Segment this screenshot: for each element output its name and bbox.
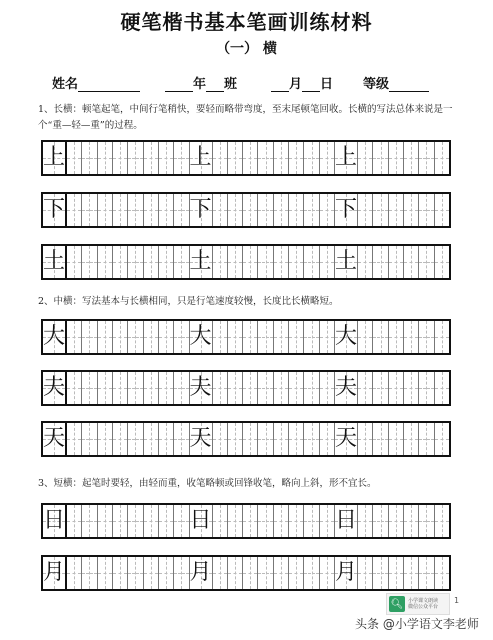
practice-cell[interactable] [243,321,258,353]
practice-cell[interactable] [304,372,319,404]
practice-cell[interactable] [174,321,189,353]
model-character: 下 [335,197,358,222]
practice-cell[interactable] [113,372,128,404]
practice-cell[interactable] [67,557,82,589]
model-character: 夫 [43,375,66,400]
practice-cell[interactable] [213,372,228,404]
practice-cell[interactable] [304,142,319,174]
practice-cell[interactable] [304,321,319,353]
practice-cell[interactable] [404,194,419,226]
practice-cell[interactable] [82,505,97,537]
section-description: 2、中横：写法基本与长横相同，只是行笔速度较慢，长度比长横略短。 [38,296,339,307]
practice-cell[interactable] [289,142,304,174]
practice-grid-row [41,319,451,355]
practice-cell[interactable] [190,423,213,455]
watermark: 头条 @小学语文李老师 [355,617,479,631]
practice-cell[interactable] [335,246,358,278]
practice-cell[interactable] [304,557,319,589]
practice-cell[interactable] [144,372,159,404]
practice-cell[interactable] [435,194,449,226]
practice-cell[interactable] [67,142,82,174]
model-character: 土 [189,249,212,274]
practice-cell[interactable] [435,321,449,353]
practice-grid-row [41,244,451,280]
practice-cell[interactable] [304,246,319,278]
practice-cell[interactable] [190,557,213,589]
practice-cell[interactable] [113,246,128,278]
model-character: 月 [189,560,212,585]
practice-cell[interactable] [213,142,228,174]
model-character: 土 [43,249,66,274]
practice-cell[interactable] [435,246,449,278]
practice-cell[interactable] [358,505,373,537]
practice-cell[interactable] [373,505,388,537]
practice-cell[interactable] [228,194,243,226]
practice-cell[interactable] [98,142,113,174]
practice-cell[interactable] [213,194,228,226]
practice-cell[interactable] [404,321,419,353]
practice-cell[interactable] [82,142,97,174]
day-label: 日 [320,77,334,92]
practice-cell[interactable] [174,194,189,226]
practice-cell[interactable] [159,194,174,226]
practice-cell[interactable] [43,505,67,537]
practice-cell[interactable] [373,321,388,353]
model-character: 夫 [189,375,212,400]
model-character: 下 [43,197,66,222]
practice-cell[interactable] [228,246,243,278]
practice-cell[interactable] [274,321,289,353]
practice-cell[interactable] [320,505,335,537]
practice-cell[interactable] [43,142,67,174]
practice-cell[interactable] [144,142,159,174]
practice-cell[interactable] [113,142,128,174]
practice-cell[interactable] [43,423,67,455]
grade-label: 等级 [363,77,390,92]
practice-cell[interactable] [335,194,358,226]
practice-cell[interactable] [373,557,388,589]
practice-cell[interactable] [389,142,404,174]
practice-cell[interactable] [358,321,373,353]
practice-cell[interactable] [228,321,243,353]
practice-cell[interactable] [128,246,143,278]
practice-cell[interactable] [243,372,258,404]
practice-grid-row [41,421,451,457]
practice-cell[interactable] [67,372,82,404]
practice-cell[interactable] [358,372,373,404]
model-character: 天 [43,426,66,451]
practice-cell[interactable] [289,194,304,226]
practice-cell[interactable] [174,423,189,455]
practice-cell[interactable] [190,372,213,404]
model-character: 夫 [335,375,358,400]
practice-cell[interactable] [419,505,434,537]
practice-cell[interactable] [358,557,373,589]
practice-cell[interactable] [304,505,319,537]
practice-cell[interactable] [289,557,304,589]
model-character: 大 [43,324,66,349]
practice-grid-row [41,370,451,406]
practice-cell[interactable] [389,423,404,455]
practice-cell[interactable] [373,372,388,404]
practice-cell[interactable] [289,372,304,404]
practice-cell[interactable] [190,505,213,537]
practice-cell[interactable] [144,194,159,226]
practice-cell[interactable] [174,505,189,537]
practice-cell[interactable] [335,423,358,455]
practice-cell[interactable] [190,246,213,278]
practice-cell[interactable] [320,372,335,404]
page-title: 硬笔楷书基本笔画训练材料 [120,10,373,34]
practice-cell[interactable] [144,423,159,455]
practice-cell[interactable] [98,505,113,537]
model-character: 日 [189,508,212,533]
practice-cell[interactable] [404,505,419,537]
practice-cell[interactable] [258,194,273,226]
practice-cell[interactable] [159,557,174,589]
practice-cell[interactable] [43,321,67,353]
student-info-row [38,73,468,93]
practice-cell[interactable] [128,557,143,589]
practice-cell[interactable] [258,142,273,174]
practice-cell[interactable] [174,246,189,278]
practice-cell[interactable] [113,505,128,537]
practice-cell[interactable] [358,194,373,226]
wechat-badge [386,593,450,615]
practice-cell[interactable] [213,505,228,537]
practice-cell[interactable] [389,194,404,226]
practice-grid-row [41,555,451,591]
practice-cell[interactable] [274,557,289,589]
practice-cell[interactable] [419,423,434,455]
model-character: 土 [335,249,358,274]
model-character: 大 [189,324,212,349]
practice-cell[interactable] [174,557,189,589]
practice-cell[interactable] [274,246,289,278]
practice-cell[interactable] [128,142,143,174]
practice-cell[interactable] [228,142,243,174]
practice-cell[interactable] [389,557,404,589]
practice-cell[interactable] [258,372,273,404]
practice-cell[interactable] [304,194,319,226]
practice-cell[interactable] [404,246,419,278]
practice-cell[interactable] [274,372,289,404]
practice-cell[interactable] [419,194,434,226]
year-field[interactable] [165,73,237,92]
practice-cell[interactable] [335,321,358,353]
practice-cell[interactable] [419,557,434,589]
practice-cell[interactable] [174,142,189,174]
practice-cell[interactable] [320,246,335,278]
practice-cell[interactable] [274,423,289,455]
model-character: 下 [189,197,212,222]
name-field[interactable] [52,73,140,92]
model-character: 月 [335,560,358,585]
practice-cell[interactable] [98,194,113,226]
practice-cell[interactable] [144,321,159,353]
practice-cell[interactable] [159,321,174,353]
year-label: 年 [193,77,207,92]
practice-cell[interactable] [243,246,258,278]
practice-cell[interactable] [82,194,97,226]
practice-cell[interactable] [82,246,97,278]
practice-cell[interactable] [258,423,273,455]
practice-cell[interactable] [228,557,243,589]
practice-cell[interactable] [128,505,143,537]
model-character: 上 [43,145,66,170]
practice-cell[interactable] [82,372,97,404]
practice-cell[interactable] [335,372,358,404]
practice-cell[interactable] [320,557,335,589]
date-field[interactable] [271,73,333,92]
practice-cell[interactable] [304,423,319,455]
practice-cell[interactable] [159,372,174,404]
practice-cell[interactable] [159,142,174,174]
practice-cell[interactable] [82,423,97,455]
practice-cell[interactable] [320,423,335,455]
practice-cell[interactable] [419,142,434,174]
practice-cell[interactable] [159,423,174,455]
practice-cell[interactable] [213,321,228,353]
practice-cell[interactable] [373,194,388,226]
practice-cell[interactable] [289,246,304,278]
practice-cell[interactable] [435,372,449,404]
practice-cell[interactable] [243,423,258,455]
practice-cell[interactable] [243,557,258,589]
practice-cell[interactable] [43,372,67,404]
model-character: 月 [43,560,66,585]
practice-cell[interactable] [174,372,189,404]
practice-cell[interactable] [289,423,304,455]
practice-cell[interactable] [358,423,373,455]
practice-cell[interactable] [144,557,159,589]
practice-cell[interactable] [190,321,213,353]
practice-cell[interactable] [258,505,273,537]
practice-cell[interactable] [289,505,304,537]
practice-cell[interactable] [274,142,289,174]
practice-cell[interactable] [213,423,228,455]
practice-cell[interactable] [67,194,82,226]
practice-cell[interactable] [190,142,213,174]
practice-cell[interactable] [320,194,335,226]
practice-cell[interactable] [82,321,97,353]
model-character: 上 [335,145,358,170]
practice-cell[interactable] [98,246,113,278]
practice-cell[interactable] [82,557,97,589]
page-subtitle: （一） 横 [216,41,277,57]
practice-cell[interactable] [98,372,113,404]
practice-cell[interactable] [274,194,289,226]
practice-cell[interactable] [258,557,273,589]
practice-cell[interactable] [190,194,213,226]
practice-grid-row [41,192,451,228]
model-character: 天 [189,426,212,451]
practice-cell[interactable] [67,505,82,537]
practice-cell[interactable] [67,321,82,353]
practice-cell[interactable] [404,372,419,404]
practice-cell[interactable] [404,142,419,174]
practice-cell[interactable] [258,321,273,353]
practice-cell[interactable] [113,557,128,589]
practice-cell[interactable] [144,246,159,278]
practice-cell[interactable] [389,372,404,404]
practice-cell[interactable] [43,557,67,589]
section-description: 3、短横：起笔时要轻，由轻而重，收笔略顿或回锋收笔，略向上斜，形不宜长。 [38,478,377,489]
practice-cell[interactable] [144,505,159,537]
model-character: 大 [335,324,358,349]
practice-cell[interactable] [98,423,113,455]
practice-cell[interactable] [419,321,434,353]
practice-cell[interactable] [243,505,258,537]
practice-cell[interactable] [43,246,67,278]
practice-cell[interactable] [435,505,449,537]
practice-cell[interactable] [373,246,388,278]
practice-cell[interactable] [419,372,434,404]
practice-cell[interactable] [335,142,358,174]
search-icon: 🔍︎ [389,596,405,612]
practice-cell[interactable] [43,194,67,226]
practice-cell[interactable] [358,246,373,278]
practice-grid-row [41,503,451,539]
practice-cell[interactable] [389,246,404,278]
practice-cell[interactable] [435,557,449,589]
badge-text: 小学课文朗读 微信公众平台 [408,598,439,610]
practice-cell[interactable] [113,194,128,226]
practice-cell[interactable] [389,321,404,353]
practice-cell[interactable] [389,505,404,537]
page-number: 1 [454,596,460,605]
practice-cell[interactable] [128,194,143,226]
name-label: 姓名 [52,77,79,92]
practice-cell[interactable] [435,142,449,174]
practice-cell[interactable] [213,246,228,278]
practice-cell[interactable] [228,372,243,404]
practice-cell[interactable] [358,142,373,174]
practice-cell[interactable] [435,423,449,455]
practice-cell[interactable] [67,423,82,455]
practice-cell[interactable] [113,321,128,353]
practice-cell[interactable] [159,246,174,278]
model-character: 上 [189,145,212,170]
practice-cell[interactable] [128,423,143,455]
practice-cell[interactable] [128,321,143,353]
month-label: 月 [289,77,303,92]
practice-cell[interactable] [67,246,82,278]
practice-cell[interactable] [373,423,388,455]
practice-cell[interactable] [113,423,128,455]
practice-cell[interactable] [404,557,419,589]
practice-cell[interactable] [228,505,243,537]
practice-cell[interactable] [159,505,174,537]
practice-cell[interactable] [404,423,419,455]
practice-cell[interactable] [98,321,113,353]
practice-cell[interactable] [258,246,273,278]
practice-cell[interactable] [320,142,335,174]
practice-cell[interactable] [213,557,228,589]
practice-cell[interactable] [320,321,335,353]
practice-cell[interactable] [128,372,143,404]
class-label: 班 [224,77,238,92]
section-description: 1、长横：顿笔起笔，中间行笔稍快，要轻而略带弯度，至末尾顿笔回收。长横的写法总体来说是一个“重—轻—重”的过程。 [38,104,453,131]
practice-cell[interactable] [335,557,358,589]
practice-cell[interactable] [289,321,304,353]
practice-cell[interactable] [373,142,388,174]
model-character: 日 [335,508,358,533]
model-character: 日 [43,508,66,533]
grade-field[interactable] [363,73,429,92]
model-character: 天 [335,426,358,451]
practice-cell[interactable] [228,423,243,455]
practice-cell[interactable] [243,194,258,226]
practice-cell[interactable] [98,557,113,589]
practice-cell[interactable] [335,505,358,537]
practice-cell[interactable] [274,505,289,537]
practice-cell[interactable] [243,142,258,174]
practice-cell[interactable] [419,246,434,278]
practice-grid-row [41,140,451,176]
